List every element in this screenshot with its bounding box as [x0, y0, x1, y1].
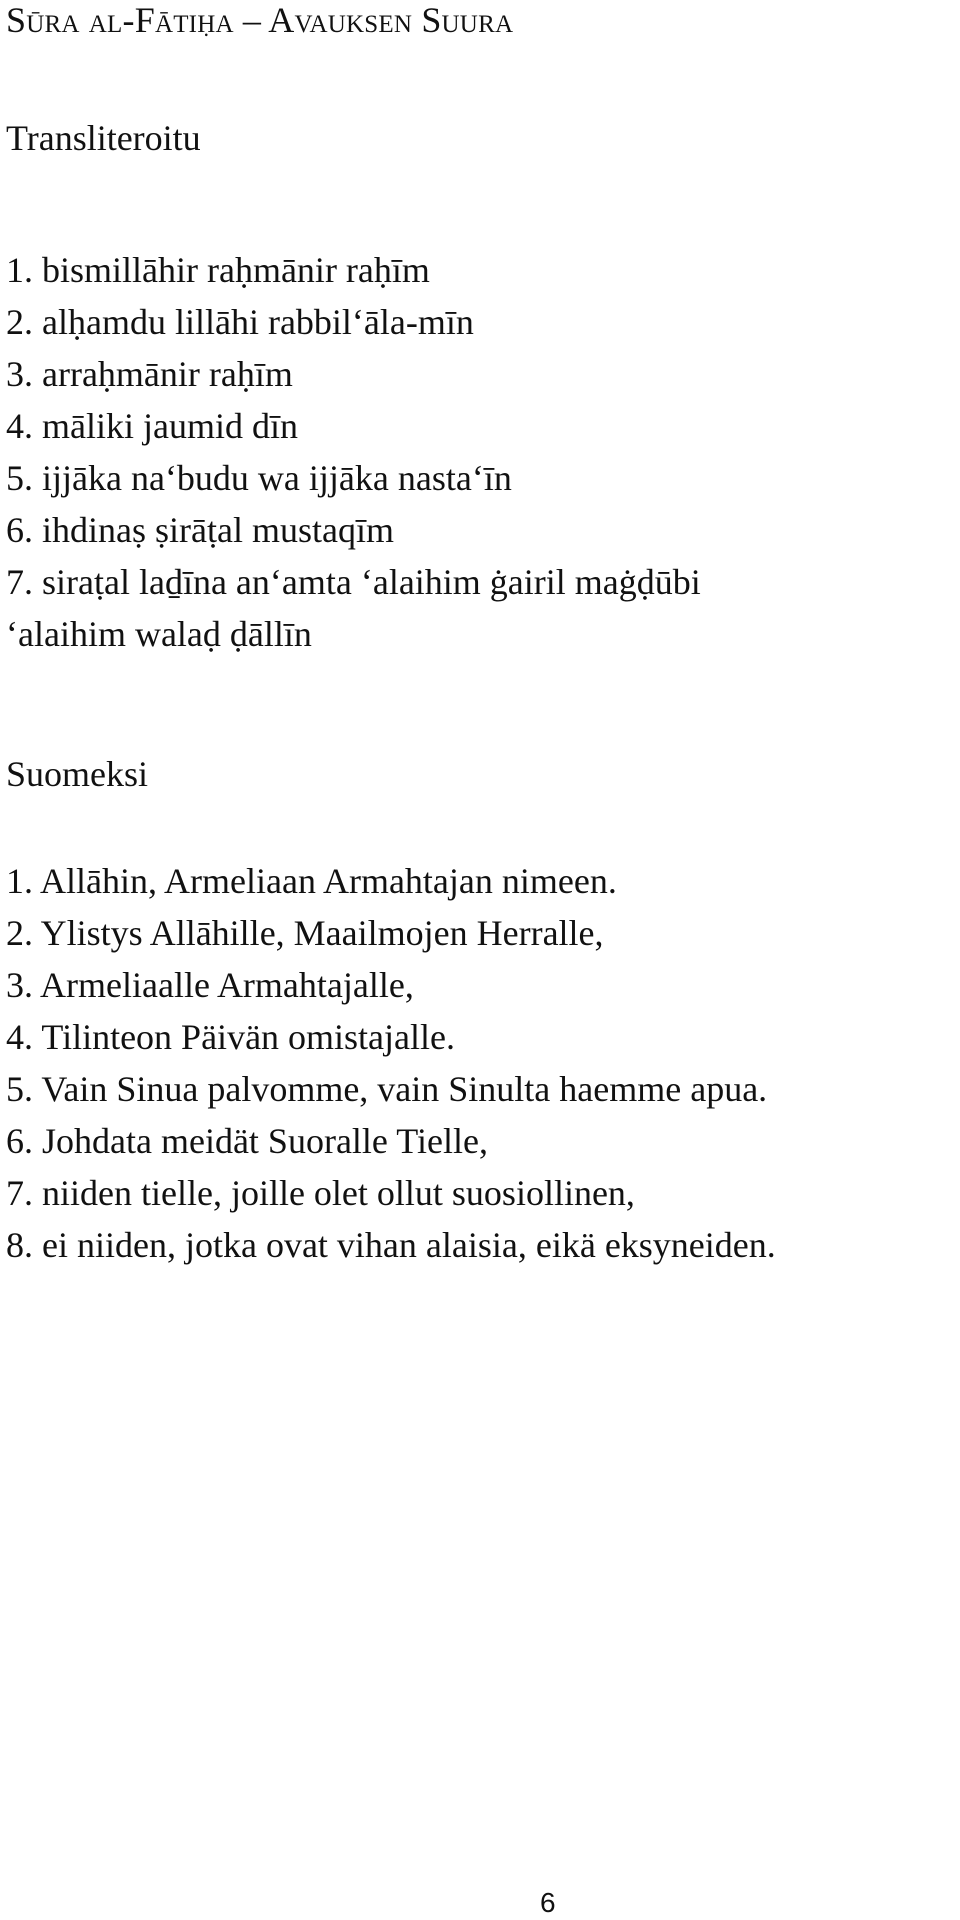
verse-line-continuation: ‘alaihim walaḍ ḍāllīn	[6, 614, 312, 654]
verse-line: 7. niiden tielle, joille olet ollut suosiollinen,	[6, 1173, 635, 1213]
page-number: 6	[540, 1887, 556, 1918]
verse-line: 2. alḥamdu lillāhi rabbil‘āla-mīn	[6, 302, 474, 342]
verse-line: 3. Armeliaalle Armahtajalle,	[6, 965, 414, 1005]
verse-line: 6. ihdinaṣ ṣirāṭal mustaqīm	[6, 510, 394, 550]
verse-line: 6. Johdata meidät Suoralle Tielle,	[6, 1121, 488, 1161]
section-heading-transliterated: Transliteroitu	[6, 118, 201, 158]
verse-line: 4. māliki jaumid dīn	[6, 406, 298, 446]
page-title: Sūra al-Fātiḥa – Avauksen Suura	[6, 0, 514, 40]
verse-line: 3. arraḥmānir raḥīm	[6, 354, 293, 394]
verse-line: 8. ei niiden, jotka ovat vihan alaisia, eikä eksyneiden.	[6, 1225, 776, 1265]
verse-line: 7. siraṭal laḏīna an‘amta ‘alaihim ġairil maġḍūbi	[6, 562, 701, 602]
verse-line: 5. ijjāka na‘budu wa ijjāka nasta‘īn	[6, 458, 512, 498]
verse-line: 2. Ylistys Allāhille, Maailmojen Herralle,	[6, 913, 604, 953]
transliterated-verse-list	[6, 244, 701, 660]
verse-line: 5. Vain Sinua palvomme, vain Sinulta haemme apua.	[6, 1069, 768, 1109]
finnish-verse-list	[6, 855, 776, 1271]
verse-line: 4. Tilinteon Päivän omistajalle.	[6, 1017, 455, 1057]
verse-line: 1. bismillāhir raḥmānir raḥīm	[6, 250, 430, 290]
verse-line: 1. Allāhin, Armeliaan Armahtajan nimeen.	[6, 861, 617, 901]
section-heading-finnish: Suomeksi	[6, 754, 149, 794]
